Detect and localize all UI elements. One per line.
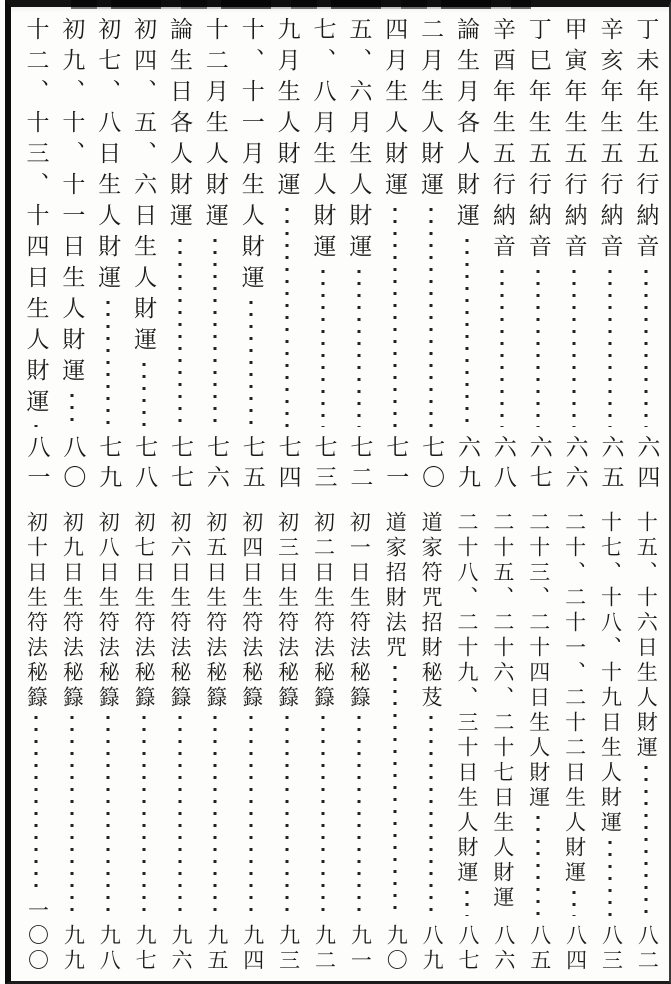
toc-entry bbox=[557, 17, 591, 495]
toc-entry bbox=[414, 511, 448, 974]
toc-entry bbox=[306, 17, 340, 495]
toc-entry-page-number: 六七 bbox=[526, 435, 552, 495]
toc-entry-page-number: 六五 bbox=[598, 435, 624, 495]
toc-entry-title: 初三日生符法秘籙 bbox=[275, 511, 300, 711]
toc-entry-page-number: 七四 bbox=[275, 435, 301, 495]
dot-leader bbox=[19, 420, 53, 435]
dot-leader bbox=[593, 265, 627, 435]
toc-entry-title: 道家招財法咒 bbox=[383, 511, 408, 661]
toc-entry-title: 初六日生符法秘籙 bbox=[168, 511, 192, 711]
page-frame bbox=[5, 0, 671, 984]
toc-entry-title: 九月生人財運 bbox=[274, 17, 300, 203]
toc-entry-title: 二十八、二十九、三十日生人財運 bbox=[455, 511, 479, 886]
toc-entry-page-number: 七五 bbox=[239, 435, 265, 495]
dot-leader bbox=[55, 389, 89, 435]
toc-entry-page-number: 九二 bbox=[312, 924, 337, 974]
toc-entry bbox=[557, 511, 591, 974]
dot-leader bbox=[234, 296, 268, 435]
toc-entry bbox=[521, 17, 555, 495]
toc-entry bbox=[342, 511, 376, 974]
toc-entry-page-number: 九一 bbox=[348, 924, 373, 974]
dot-leader bbox=[521, 265, 555, 435]
toc-entry-title: 七、八月生人財運 bbox=[310, 17, 336, 265]
dot-leader bbox=[557, 265, 591, 435]
toc-entry-title: 辛亥年生五行納音 bbox=[597, 17, 623, 265]
toc-entry-page-number: 八〇 bbox=[60, 435, 86, 495]
toc-entry bbox=[378, 17, 412, 495]
toc-entry-page-number: 九〇 bbox=[384, 924, 409, 974]
toc-entry bbox=[414, 17, 448, 495]
dot-leader bbox=[557, 886, 591, 924]
dot-leader bbox=[19, 711, 53, 899]
toc-entry bbox=[91, 17, 125, 495]
toc-entry bbox=[91, 511, 125, 974]
toc-entry-page-number: 八四 bbox=[563, 924, 588, 974]
toc-entry-page-number: 六六 bbox=[562, 435, 588, 495]
dot-leader bbox=[270, 203, 304, 435]
toc-entry-page-number: 七六 bbox=[203, 435, 229, 495]
toc-entry bbox=[270, 17, 304, 495]
toc-entry bbox=[378, 511, 412, 974]
toc-entry-page-number: 九九 bbox=[61, 924, 86, 974]
toc-entry-title: 甲寅年生五行納音 bbox=[561, 17, 587, 265]
toc-entry bbox=[163, 17, 197, 495]
toc-entry-title: 辛酉年生五行納音 bbox=[489, 17, 515, 265]
toc-entry-title: 五、六月生人財運 bbox=[346, 17, 372, 265]
toc-entry bbox=[485, 511, 519, 974]
toc-entry bbox=[127, 511, 161, 974]
toc-entry-title: 初七日生符法秘籙 bbox=[132, 511, 157, 711]
toc-entry-title: 二十五、二十六、二十七日生人財運 bbox=[490, 511, 515, 911]
toc-entry-page-number: 九八 bbox=[97, 924, 122, 974]
toc-entry-title: 論生日各人財運 bbox=[167, 17, 192, 234]
toc-entry-title: 十、十一月生人財運 bbox=[238, 17, 264, 296]
toc-entry bbox=[55, 17, 89, 495]
dot-leader bbox=[306, 711, 340, 924]
toc-entry-page-number: 八五 bbox=[527, 924, 552, 974]
dot-leader bbox=[91, 711, 125, 924]
toc-entry bbox=[234, 17, 268, 495]
toc-entry-title: 初二日生符法秘籙 bbox=[311, 511, 336, 711]
toc-entry-title: 初四日生符法秘籙 bbox=[239, 511, 264, 711]
dot-leader bbox=[414, 203, 448, 435]
dot-leader bbox=[163, 234, 197, 435]
toc-entry-page-number: 八二 bbox=[635, 924, 660, 974]
toc-entry-page-number: 八九 bbox=[420, 924, 445, 974]
toc-entry bbox=[629, 511, 663, 974]
toc-entry-page-number: 九四 bbox=[240, 924, 265, 974]
dot-leader bbox=[629, 761, 663, 924]
dot-leader bbox=[378, 203, 412, 435]
dot-leader bbox=[198, 711, 232, 924]
toc-entry bbox=[593, 17, 627, 495]
toc-entry-title: 丁巳年生五行納音 bbox=[525, 17, 551, 265]
toc-entry-title: 二月生人財運 bbox=[418, 17, 444, 203]
toc-entry-title: 十二月生人財運 bbox=[202, 17, 228, 234]
toc-entry-page-number: 七二 bbox=[347, 435, 373, 495]
toc-entry bbox=[19, 17, 53, 495]
toc-entry-page-number: 六八 bbox=[490, 435, 516, 495]
toc-entry-title: 十二、十三、十四日生人財運 bbox=[23, 17, 49, 420]
dot-leader bbox=[342, 265, 376, 435]
toc-entry-title: 十五、十六日生人財運 bbox=[634, 511, 659, 761]
dot-leader bbox=[485, 265, 519, 435]
dot-leader bbox=[127, 358, 161, 435]
dot-leader bbox=[55, 711, 89, 924]
toc-entry-page-number: 八七 bbox=[456, 924, 480, 974]
dot-leader bbox=[521, 811, 555, 924]
toc-entry-page-number: 八六 bbox=[491, 924, 516, 974]
toc-entry-page-number: 九三 bbox=[276, 924, 301, 974]
toc-entry-page-number: 六九 bbox=[455, 435, 480, 495]
dot-leader bbox=[593, 836, 627, 924]
toc-entry bbox=[593, 511, 627, 974]
toc-entry bbox=[306, 511, 340, 974]
toc-entry-page-number: 八三 bbox=[599, 924, 624, 974]
toc-entry bbox=[55, 511, 89, 974]
toc-entry-title: 二十三、二十四日生人財運 bbox=[526, 511, 551, 811]
dot-leader bbox=[414, 711, 448, 924]
toc-entry-page-number: 七八 bbox=[132, 435, 158, 495]
toc-entry-title: 初八日生符法秘籙 bbox=[96, 511, 121, 711]
toc-entry-page-number: 八一 bbox=[24, 435, 50, 495]
toc-entry-title: 初九、十、十一日生人財運 bbox=[59, 17, 85, 389]
toc-entry-page-number: 九七 bbox=[133, 924, 158, 974]
toc-entry-title: 初十日生符法秘籙 bbox=[24, 511, 49, 711]
dot-leader bbox=[629, 265, 663, 435]
dot-leader bbox=[234, 711, 268, 924]
dot-leader bbox=[91, 296, 125, 435]
toc-entry bbox=[629, 17, 663, 495]
dot-leader bbox=[485, 911, 519, 924]
dot-leader bbox=[270, 711, 304, 924]
toc-entry-page-number: 七九 bbox=[96, 435, 122, 495]
toc-entry-page-number: 七三 bbox=[311, 435, 337, 495]
toc-entry-page-number: 九六 bbox=[169, 924, 193, 974]
dot-leader bbox=[450, 886, 484, 924]
toc-entry bbox=[342, 17, 376, 495]
toc-entry bbox=[521, 511, 555, 974]
toc-section-top bbox=[19, 17, 663, 495]
toc-entry-title: 初四、五、六日生人財運 bbox=[131, 17, 157, 358]
dot-leader bbox=[306, 265, 340, 435]
toc-entry-title: 初五日生符法秘籙 bbox=[203, 511, 228, 711]
toc-entry bbox=[163, 511, 197, 974]
toc-entry-page-number: 七一 bbox=[383, 435, 409, 495]
toc-entry-title: 初七、八日生人財運 bbox=[95, 17, 121, 296]
toc-entry-page-number: 一〇〇 bbox=[25, 899, 50, 974]
dot-leader bbox=[378, 661, 412, 924]
dot-leader bbox=[450, 234, 484, 435]
toc-entry bbox=[198, 17, 232, 495]
toc-entry bbox=[127, 17, 161, 495]
toc-entry bbox=[19, 511, 53, 974]
toc-entry-page-number: 六四 bbox=[634, 435, 660, 495]
toc-entry bbox=[198, 511, 232, 974]
toc-entry bbox=[234, 511, 268, 974]
dot-leader bbox=[342, 711, 376, 924]
toc-entry-title: 十七、十八、十九日生人財運 bbox=[598, 511, 623, 836]
toc-section-bottom bbox=[19, 511, 663, 974]
toc-entry-page-number: 九五 bbox=[204, 924, 229, 974]
toc-entry-page-number: 七七 bbox=[168, 435, 193, 495]
toc-entry bbox=[270, 511, 304, 974]
dot-leader bbox=[127, 711, 161, 924]
toc-entry-title: 四月生人財運 bbox=[382, 17, 408, 203]
toc-entry-page-number: 七〇 bbox=[419, 435, 445, 495]
toc-entry-title: 二十、二十一、二十二日生人財運 bbox=[562, 511, 587, 886]
toc-entry bbox=[450, 511, 484, 974]
dot-leader bbox=[163, 711, 197, 924]
toc-entry-title: 初一日生符法秘籙 bbox=[347, 511, 372, 711]
dot-leader bbox=[198, 234, 232, 435]
toc-entry-title: 丁未年生五行納音 bbox=[633, 17, 659, 265]
toc-entry bbox=[450, 17, 484, 495]
toc-entry-title: 初九日生符法秘籙 bbox=[60, 511, 85, 711]
toc-entry-title: 道家符咒招財秘芨 bbox=[419, 511, 444, 711]
toc-entry bbox=[485, 17, 519, 495]
toc-entry-title: 論生月各人財運 bbox=[454, 17, 479, 234]
